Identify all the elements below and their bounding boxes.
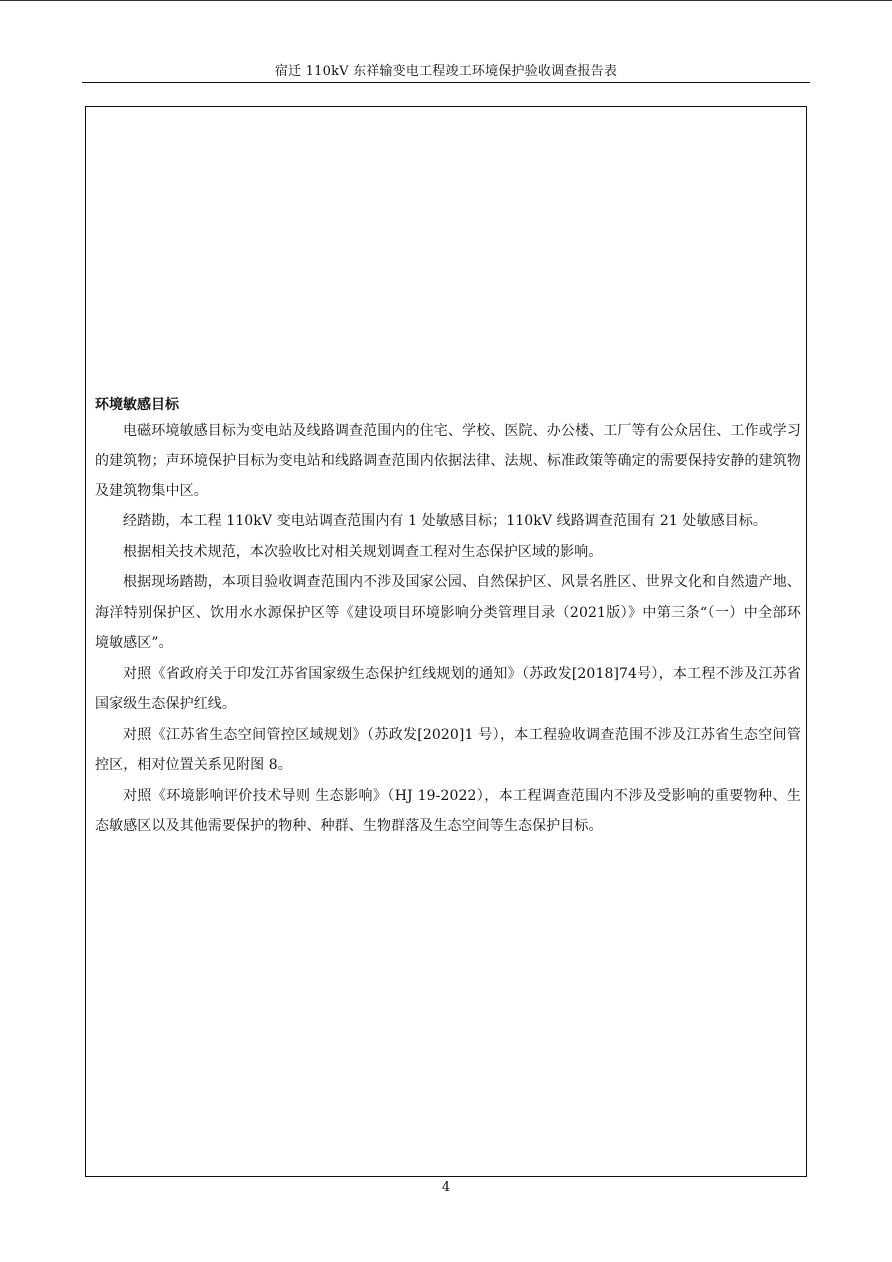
paragraph-6: 对照《江苏省生态空间管控区域规划》（苏政发[2020]1 号），本工程验收调查范围不涉及江苏省生态空间管控区，相对位置关系见附图 8。	[95, 726, 801, 773]
paragraph-1: 电磁环境敏感目标为变电站及线路调查范围内的住宅、学校、医院、办公楼、工厂等有公众居住、工作或学习的建筑物；声环境保护目标为变电站和线路调查范围内依据法律、法规、标准政策等确定的需要保持安静的建筑物及建筑物集中区。	[95, 423, 801, 499]
paragraph-5: 对照《省政府关于印发江苏省国家级生态保护红线规划的通知》（苏政发[2018]74号），本工程不涉及江苏省国家级生态保护红线。	[95, 665, 801, 712]
page-number: 4	[441, 1180, 451, 1195]
page-top-border	[0, 0, 892, 1]
section-title: 环境敏感目标	[95, 397, 179, 413]
sensitive-targets-section	[95, 394, 801, 842]
paragraph-7: 对照《环境影响评价技术导则 生态影响》（HJ 19-2022），本工程调查范围内不涉及受影响的重要物种、生态敏感区以及其他需要保护的物种、种群、生物群落及生态空间等生态保护目标。	[95, 787, 801, 834]
paragraph-2: 经踏勘，本工程 110kV 变电站调查范围内有 1 处敏感目标；110kV 线路调查范围有 21 处敏感目标。	[123, 513, 768, 529]
paragraph-3: 根据相关技术规范，本次验收比对相关规划调查工程对生态保护区域的影响。	[123, 543, 603, 560]
running-header: 宿迁 110kV 东祥输变电工程竣工环境保护验收调查报告表	[274, 64, 618, 79]
paragraph-4: 根据现场踏勘，本项目验收调查范围内不涉及国家公园、自然保护区、风景名胜区、世界文化和自然遗产地、海洋特别保护区、饮用水水源保护区等《建设项目环境影响分类管理目录（2021版）》中第三条“（一）中全部环境敏感区”。	[95, 574, 801, 651]
content-box	[85, 106, 807, 1177]
header-rule	[82, 82, 810, 83]
